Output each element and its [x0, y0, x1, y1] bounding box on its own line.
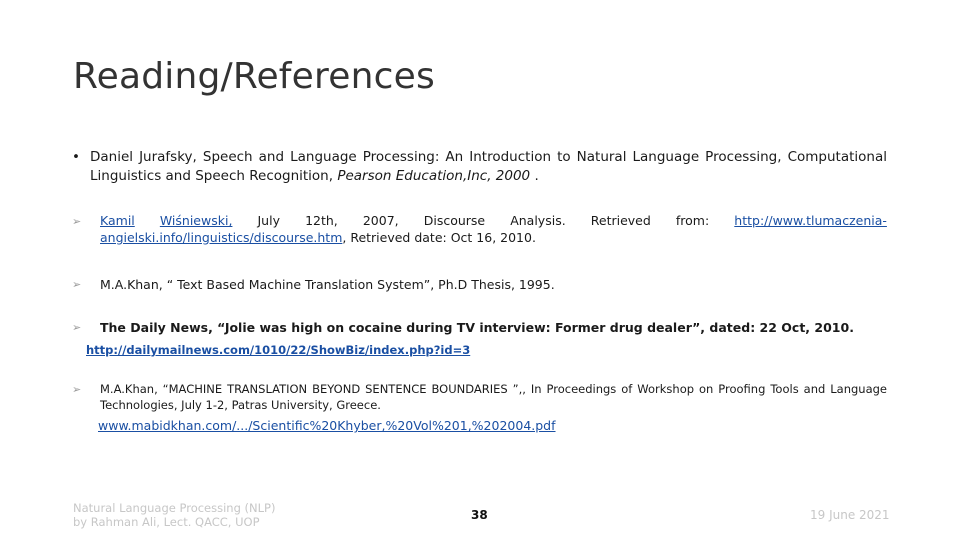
reference-khan-proceedings: M.A.Khan, “MACHINE TRANSLATION BEYOND SENTENCE BOUNDARIES ”,, In Proceedings of Workshop on Proofing Tools and Language Technologies, July 1-2, Patras University, Greece. — [100, 382, 887, 412]
author-link-first[interactable]: Kamil — [100, 213, 135, 228]
url-link-part2[interactable]: angielski.info/linguistics/discourse.htm — [100, 230, 343, 245]
word: Discourse — [423, 213, 486, 228]
retrieved-date: , Retrieved date: Oct 16, 2010. — [342, 230, 536, 245]
arrow-bullet-icon: ➢ — [72, 215, 82, 228]
footer-course-title: Natural Language Processing (NLP) — [73, 501, 276, 515]
khan-pdf-link[interactable]: www.mabidkhan.com/.../Scientific%20Khyber,%20Vol%201,%202004.pdf — [98, 418, 556, 433]
reference-text-end: . — [534, 168, 539, 184]
reference-publisher: Pearson Education,Inc, 2000 — [337, 168, 531, 184]
reference-daily-news: The Daily News, “Jolie was high on cocaine during TV interview: Former drug dealer”, dated: 22 Oct, 2010. — [100, 320, 854, 335]
reference-line1 — [100, 212, 887, 229]
reference-text — [90, 148, 887, 186]
word: Retrieved — [590, 213, 651, 228]
footer-author: by Rahman Ali, Lect. QACC, UOP — [73, 515, 260, 529]
reference-text-main: Daniel Jurafsky, Speech and Language Processing: An Introduction to Natural Language Processing, Computational Linguistics and Speech Recognition, — [90, 149, 887, 184]
word: July — [257, 213, 280, 228]
daily-news-link[interactable]: http://dailymailnews.com/1010/22/ShowBiz/index.php?id=3 — [86, 343, 471, 357]
bullet-dot: • — [72, 149, 80, 165]
word: 12th, — [305, 213, 338, 228]
word: Analysis. — [510, 213, 566, 228]
word: from: — [675, 213, 710, 228]
slide-title: Reading/References — [73, 56, 435, 97]
reference-line2 — [100, 229, 887, 246]
arrow-bullet-icon: ➢ — [72, 383, 82, 396]
arrow-bullet-icon: ➢ — [72, 278, 82, 291]
reference-bullet-jurafsky — [72, 148, 887, 186]
footer-course — [73, 501, 275, 529]
word: 2007, — [362, 213, 399, 228]
reference-khan-thesis: M.A.Khan, “ Text Based Machine Translation System”, Ph.D Thesis, 1995. — [100, 277, 555, 292]
daily-news-link-wrap — [86, 342, 470, 358]
page-number: 38 — [471, 508, 488, 522]
footer-date: 19 June 2021 — [810, 508, 890, 522]
author-link-last[interactable]: Wiśniewski, — [159, 213, 233, 228]
url-link-part1[interactable]: http://www.tlumaczenia- — [734, 213, 887, 228]
reference-wisniewski — [100, 212, 887, 246]
arrow-bullet-icon: ➢ — [72, 321, 82, 334]
khan-link-wrap — [98, 417, 556, 434]
